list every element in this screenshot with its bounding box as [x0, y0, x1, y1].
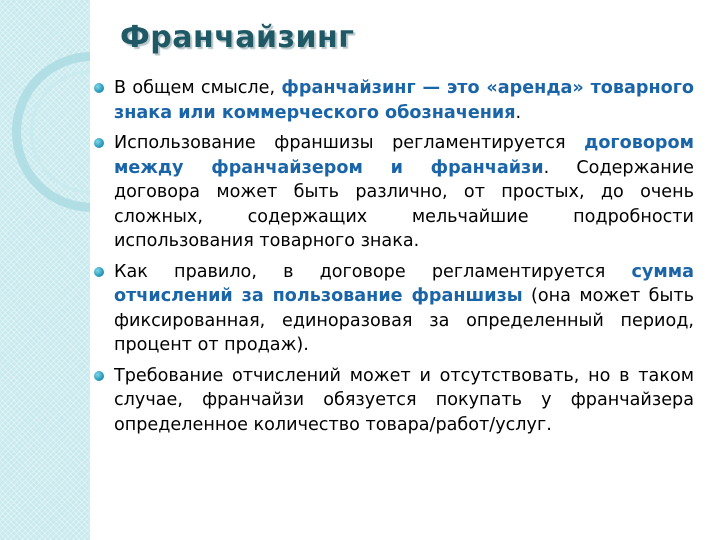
bullet-highlight: франчайзинг — это «аренда» товарного знака или коммерческого обозначения: [114, 78, 694, 123]
bullet-segment: (она может быть фиксированная, единоразовая за определенный период, процент от продаж).: [114, 286, 694, 355]
bullet-text: [114, 133, 694, 251]
slide-title: Франчайзинг: [120, 20, 355, 55]
bullet-dot-icon: [94, 371, 104, 381]
bullet-item: [90, 364, 694, 438]
bullet-highlight: договором между франчайзером и франчайзи: [114, 133, 694, 178]
bullet-dot-icon: [94, 267, 104, 277]
bullet-highlight: сумма отчислений за пользование франшизы: [114, 261, 694, 306]
bullet-segment: Использование франшизы регламентируется: [114, 133, 585, 153]
bullet-item: [90, 131, 694, 254]
bullet-list: [90, 76, 694, 443]
bullet-text: [114, 78, 694, 123]
bullet-segment: . Содержание договора может быть различно, от простых, до очень сложных, содержащих мельчайшие подробности использования товарного знака.: [114, 157, 694, 251]
bullet-dot-icon: [94, 83, 104, 93]
bullet-text: [114, 262, 694, 356]
bullet-item: [90, 260, 694, 358]
bullet-segment: .: [515, 102, 522, 123]
bullet-item: [90, 76, 694, 125]
bullet-dot-icon: [94, 138, 104, 148]
bullet-text: [114, 366, 694, 435]
bullet-segment: Как правило, в договоре регламентируется: [114, 261, 632, 282]
bullet-segment: Требование отчислений может и отсутствовать, но в таком случае, франчайзи обязуется покупать у франчайзера определенное количество товара/работ/услуг.: [114, 365, 694, 435]
bullet-segment: В общем смысле,: [114, 78, 282, 98]
